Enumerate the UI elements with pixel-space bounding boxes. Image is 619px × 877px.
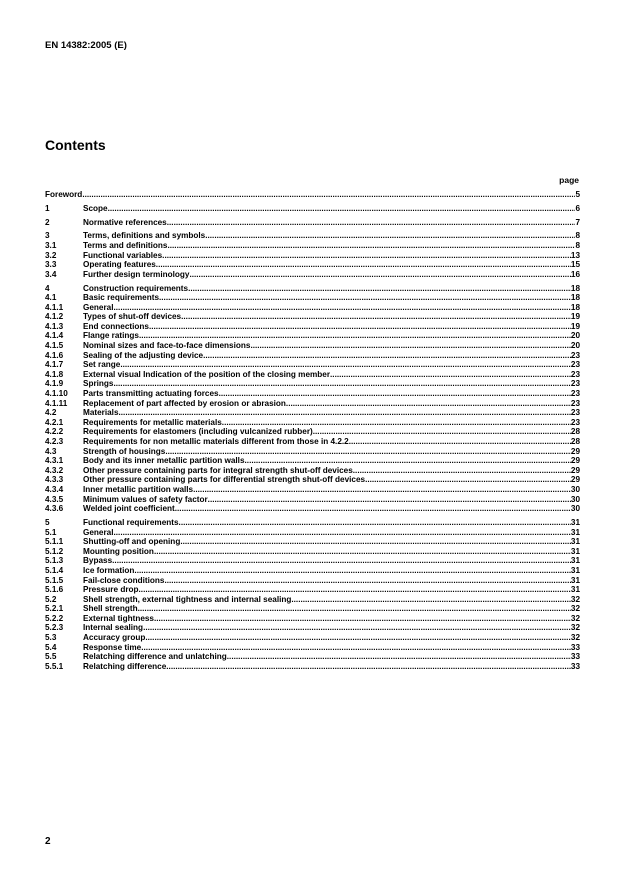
toc-entry[interactable]	[45, 270, 580, 280]
toc-entry-title: Construction requirements	[83, 283, 189, 293]
toc-entry-title: Inner metallic partition walls	[83, 484, 194, 494]
toc-entry-title: Basic requirements	[83, 293, 159, 303]
toc-entry-title: End connections	[83, 321, 149, 331]
dot-leader	[149, 322, 571, 332]
toc-entry-title: Functional variables	[83, 250, 163, 260]
dot-leader	[330, 370, 571, 380]
toc-entry[interactable]	[45, 576, 580, 586]
dot-leader	[179, 518, 571, 528]
toc-entry-page: 15	[570, 260, 580, 270]
toc-entry[interactable]	[45, 331, 580, 341]
toc-entry-page: 32	[570, 633, 580, 643]
toc-entry[interactable]	[45, 456, 580, 466]
toc-entry-number: 3.2	[45, 250, 57, 260]
dot-leader	[180, 537, 571, 547]
toc-entry-title: Requirements for elastomers (including vulcanized rubber)	[83, 427, 313, 437]
toc-entry-page: 33	[570, 652, 580, 662]
toc-entry-title: Body and its inner metallic partition walls	[83, 456, 245, 466]
toc-entry[interactable]	[45, 556, 580, 566]
dot-leader	[139, 585, 571, 595]
toc-entry-title: External visual Indication of the position of the closing member	[83, 369, 331, 379]
toc-entry-page: 8	[575, 231, 580, 241]
toc-entry[interactable]	[45, 447, 580, 457]
toc-entry-title: Shell strength	[83, 604, 138, 614]
page-column-heading: page	[559, 175, 579, 185]
toc-entry-page: 23	[570, 360, 580, 370]
dot-leader	[154, 547, 571, 557]
toc-entry-title: External tightness	[83, 613, 154, 623]
toc-entry-page: 32	[570, 613, 580, 623]
toc-entry-number: 4.1.1	[45, 302, 64, 312]
toc-entry[interactable]	[45, 643, 580, 653]
dot-leader	[143, 623, 571, 633]
dot-leader	[134, 566, 570, 576]
toc-entry-number: 5.2.2	[45, 613, 64, 623]
toc-entry[interactable]	[45, 399, 580, 409]
toc-entry[interactable]	[45, 485, 580, 495]
toc-entry-number: 4.1	[45, 293, 57, 303]
toc-entry-title: Sealing of the adjusting device	[83, 350, 204, 360]
toc-entry-title: Springs	[83, 379, 114, 389]
dot-leader	[108, 204, 576, 214]
toc-entry-page: 33	[570, 642, 580, 652]
toc-entry-title: Internal sealing	[83, 623, 144, 633]
toc-entry-page: 32	[570, 594, 580, 604]
toc-entry[interactable]	[45, 204, 580, 214]
dot-leader	[222, 418, 571, 428]
toc-entry-title: General	[83, 527, 114, 537]
toc-entry[interactable]	[45, 662, 580, 672]
toc-entry-page: 13	[570, 250, 580, 260]
dot-leader	[113, 379, 570, 389]
toc-entry-page: 32	[570, 623, 580, 633]
toc-entry-number: 3	[45, 231, 50, 241]
dot-leader	[139, 331, 571, 341]
document-id: EN 14382:2005 (E)	[45, 40, 127, 51]
toc-entry[interactable]	[45, 633, 580, 643]
toc-entry-number: 5.1	[45, 527, 57, 537]
toc-entry-title: Materials	[83, 408, 119, 418]
toc-entry[interactable]	[45, 379, 580, 389]
dot-leader	[353, 466, 571, 476]
toc-entry-title: Mounting position	[83, 546, 154, 556]
toc-entry[interactable]	[45, 427, 580, 437]
toc-entry-title: Set range	[83, 360, 121, 370]
toc-entry-number: 4.3.5	[45, 494, 64, 504]
toc-entry-page: 31	[570, 546, 580, 556]
dot-leader	[159, 293, 571, 303]
toc-entry-number: 5.4	[45, 642, 57, 652]
toc-entry-page: 29	[570, 475, 580, 485]
toc-entry-number: 4.3.2	[45, 465, 64, 475]
toc-entry-number: 4.1.2	[45, 312, 64, 322]
toc-entry-title: Relatching difference	[83, 661, 167, 671]
toc-entry[interactable]	[45, 537, 580, 547]
toc-entry-page: 19	[570, 312, 580, 322]
toc-entry[interactable]	[45, 418, 580, 428]
toc-entry-title: Accuracy group	[83, 633, 146, 643]
toc-entry[interactable]	[45, 614, 580, 624]
toc-entry-number: 4.1.10	[45, 389, 68, 399]
dot-leader	[120, 360, 571, 370]
toc-entry-page: 31	[570, 565, 580, 575]
toc-entry[interactable]	[45, 475, 580, 485]
toc-entry-title: Pressure drop	[83, 585, 139, 595]
toc-entry[interactable]	[45, 652, 580, 662]
dot-leader	[112, 556, 571, 566]
toc-entry-title: Other pressure containing parts for differential strength shut-off devices	[83, 475, 366, 485]
toc-entry-page: 18	[570, 283, 580, 293]
dot-leader	[141, 643, 571, 653]
toc-entry-title: Scope	[83, 203, 108, 213]
toc-entry-title: Relatching difference and unlatching	[83, 652, 227, 662]
toc-entry-number: 4.1.11	[45, 398, 68, 408]
toc-entry-page: 8	[575, 240, 580, 250]
dot-leader	[250, 341, 570, 351]
toc-entry-title: Terms and definitions	[83, 240, 168, 250]
dot-leader	[205, 231, 575, 241]
toc-entry[interactable]	[45, 218, 580, 228]
toc-entry[interactable]	[45, 231, 580, 241]
toc-entry-page: 33	[570, 661, 580, 671]
toc-entry-number: 4.1.6	[45, 350, 64, 360]
toc-entry-title: Normative references	[83, 217, 167, 227]
toc-entry-page: 30	[570, 484, 580, 494]
toc-entry-number: 5.1.1	[45, 537, 64, 547]
toc-entry[interactable]	[45, 604, 580, 614]
toc-entry-title: Minimum values of safety factor	[83, 494, 208, 504]
dot-leader	[145, 633, 571, 643]
toc-entry-title: Operating features	[83, 260, 156, 270]
toc-entry-number: 3.1	[45, 240, 57, 250]
toc-entry-title: Further design terminology	[83, 269, 190, 279]
toc-entry-number: 4.3	[45, 446, 57, 456]
toc-entry-number: 3.3	[45, 260, 57, 270]
toc-entry-page: 29	[570, 456, 580, 466]
dot-leader	[164, 576, 570, 586]
dot-leader	[313, 427, 571, 437]
toc-entry-page: 23	[570, 379, 580, 389]
toc-entry-title: General	[83, 302, 114, 312]
toc-entry-number: 4.1.7	[45, 360, 64, 370]
toc-entry-title: Requirements for metallic materials	[83, 417, 222, 427]
toc-entry-title: Functional requirements	[83, 517, 179, 527]
toc-entry-page: 19	[570, 321, 580, 331]
dot-leader	[82, 190, 575, 200]
dot-leader	[162, 251, 571, 261]
toc-entry-number: 4.2.2	[45, 427, 64, 437]
toc-entry-page: 20	[570, 341, 580, 351]
toc-entry-number: 5.2.3	[45, 623, 64, 633]
dot-leader	[189, 270, 570, 280]
toc-entry-title: Ice formation	[83, 565, 135, 575]
toc-entry-title: Flange ratings	[83, 331, 139, 341]
toc-entry[interactable]	[45, 360, 580, 370]
toc-entry-number: 5.1.2	[45, 546, 64, 556]
toc-entry[interactable]	[45, 437, 580, 447]
dot-leader	[138, 604, 571, 614]
toc-entry[interactable]	[45, 408, 580, 418]
dot-leader	[349, 437, 571, 447]
dot-leader	[156, 260, 571, 270]
toc-entry-number: 4.2	[45, 408, 57, 418]
toc-entry[interactable]	[45, 370, 580, 380]
toc-entry-page: 16	[570, 269, 580, 279]
toc-entry-number: 2	[45, 217, 50, 227]
toc-entry-number: 4.1.5	[45, 341, 64, 351]
toc-entry-page: 31	[570, 575, 580, 585]
toc-entry-title: Other pressure containing parts for integral strength shut-off devices	[83, 465, 353, 475]
toc-entry[interactable]	[45, 495, 580, 505]
dot-leader	[114, 528, 571, 538]
toc-entry-page: 28	[570, 427, 580, 437]
toc-entry-number: 3.4	[45, 269, 57, 279]
toc-entry-title: Response time	[83, 642, 142, 652]
toc-entry-title: Nominal sizes and face-to-face dimensions	[83, 341, 251, 351]
toc-entry[interactable]	[45, 190, 580, 200]
toc-entry-page: 20	[570, 331, 580, 341]
toc-entry-page: 23	[570, 398, 580, 408]
toc-entry-title: Terms, definitions and symbols	[83, 231, 206, 241]
dot-leader	[188, 284, 571, 294]
toc-entry-title: Foreword	[45, 190, 83, 199]
toc-entry-number: 4.3.3	[45, 475, 64, 485]
toc-entry-number: 4.1.4	[45, 331, 64, 341]
toc-entry-page: 30	[570, 504, 580, 514]
toc-entry-page: 23	[570, 417, 580, 427]
toc-entry[interactable]	[45, 585, 580, 595]
toc-entry-number: 5.2.1	[45, 604, 64, 614]
toc-entry-number: 5.1.3	[45, 556, 64, 566]
dot-leader	[219, 389, 571, 399]
dot-leader	[245, 456, 571, 466]
toc-entry-page: 18	[570, 302, 580, 312]
toc-entry-number: 5.1.5	[45, 575, 64, 585]
toc-entry-number: 1	[45, 203, 50, 213]
toc-entry[interactable]	[45, 303, 580, 313]
page-number: 2	[45, 836, 51, 847]
toc-entry[interactable]	[45, 528, 580, 538]
dot-leader	[175, 504, 571, 514]
toc-entry-page: 7	[575, 217, 580, 227]
toc-entry-page: 23	[570, 408, 580, 418]
toc-entry-number: 5.5	[45, 652, 57, 662]
toc-entry-title: Welded joint coefficient	[83, 504, 175, 514]
dot-leader	[203, 351, 571, 361]
toc-entry-number: 5.1.6	[45, 585, 64, 595]
table-of-contents	[45, 190, 580, 671]
dot-leader	[167, 241, 575, 251]
toc-entry-page: 5	[575, 190, 580, 199]
toc-entry-number: 5.2	[45, 594, 57, 604]
toc-entry[interactable]	[45, 293, 580, 303]
toc-entry-number: 4	[45, 283, 50, 293]
toc-entry-number: 5	[45, 517, 50, 527]
toc-entry[interactable]	[45, 341, 580, 351]
toc-entry[interactable]	[45, 547, 580, 557]
dot-leader	[365, 475, 571, 485]
toc-entry[interactable]	[45, 322, 580, 332]
toc-entry-page: 6	[575, 203, 580, 213]
toc-entry[interactable]	[45, 241, 580, 251]
toc-entry-page: 23	[570, 389, 580, 399]
dot-leader	[291, 595, 571, 605]
toc-entry[interactable]	[45, 466, 580, 476]
toc-entry[interactable]	[45, 389, 580, 399]
toc-entry-page: 23	[570, 350, 580, 360]
toc-entry-number: 4.1.3	[45, 321, 64, 331]
dot-leader	[114, 303, 571, 313]
toc-entry[interactable]	[45, 518, 580, 528]
toc-entry[interactable]	[45, 251, 580, 261]
toc-entry-number: 4.2.1	[45, 417, 64, 427]
toc-entry-page: 31	[570, 527, 580, 537]
toc-entry-title: Fail-close conditions	[83, 575, 165, 585]
toc-entry-page: 23	[570, 369, 580, 379]
toc-entry-number: 4.2.3	[45, 437, 64, 446]
toc-entry-page: 30	[570, 494, 580, 504]
dot-leader	[154, 614, 571, 624]
dot-leader	[227, 652, 571, 662]
toc-entry-number: 4.3.1	[45, 456, 64, 466]
toc-entry[interactable]	[45, 566, 580, 576]
toc-entry[interactable]	[45, 284, 580, 294]
toc-entry-title: Shutting-off and opening	[83, 537, 181, 547]
toc-entry-number: 4.1.9	[45, 379, 64, 389]
toc-entry-title: Bypass	[83, 556, 113, 566]
toc-entry-page: 29	[570, 465, 580, 475]
toc-entry-title: Types of shut-off devices	[83, 312, 182, 322]
toc-entry-title: Shell strength, external tightness and internal sealing	[83, 594, 292, 604]
dot-leader	[286, 399, 571, 409]
toc-entry-page: 28	[570, 437, 580, 446]
toc-entry-page: 31	[570, 517, 580, 527]
toc-entry-page: 31	[570, 537, 580, 547]
toc-entry-number: 5.3	[45, 633, 57, 643]
toc-entry-title: Replacement of part affected by erosion or abrasion	[83, 398, 286, 408]
dot-leader	[165, 447, 571, 457]
toc-entry[interactable]	[45, 504, 580, 514]
toc-entry-title: Strength of housings	[83, 446, 166, 456]
toc-entry-page: 29	[570, 446, 580, 456]
toc-entry-title: Requirements for non metallic materials different from those in 4.2.2	[83, 437, 349, 446]
toc-entry-number: 5.1.4	[45, 565, 64, 575]
toc-entry[interactable]	[45, 595, 580, 605]
toc-entry[interactable]	[45, 260, 580, 270]
toc-entry[interactable]	[45, 351, 580, 361]
dot-leader	[166, 662, 571, 672]
dot-leader	[167, 218, 576, 228]
toc-entry-title: Parts transmitting actuating forces	[83, 389, 219, 399]
toc-entry[interactable]	[45, 623, 580, 633]
toc-entry-page: 32	[570, 604, 580, 614]
toc-entry-page: 31	[570, 585, 580, 595]
toc-entry[interactable]	[45, 312, 580, 322]
page-title: Contents	[45, 137, 106, 153]
dot-leader	[119, 408, 571, 418]
toc-entry-page: 18	[570, 293, 580, 303]
toc-entry-number: 4.3.6	[45, 504, 64, 514]
toc-entry-number: 4.3.4	[45, 484, 64, 494]
dot-leader	[181, 312, 571, 322]
toc-entry-page: 31	[570, 556, 580, 566]
toc-entry-number: 4.1.8	[45, 369, 64, 379]
dot-leader	[193, 485, 571, 495]
toc-entry-number: 5.5.1	[45, 661, 64, 671]
dot-leader	[208, 495, 571, 505]
